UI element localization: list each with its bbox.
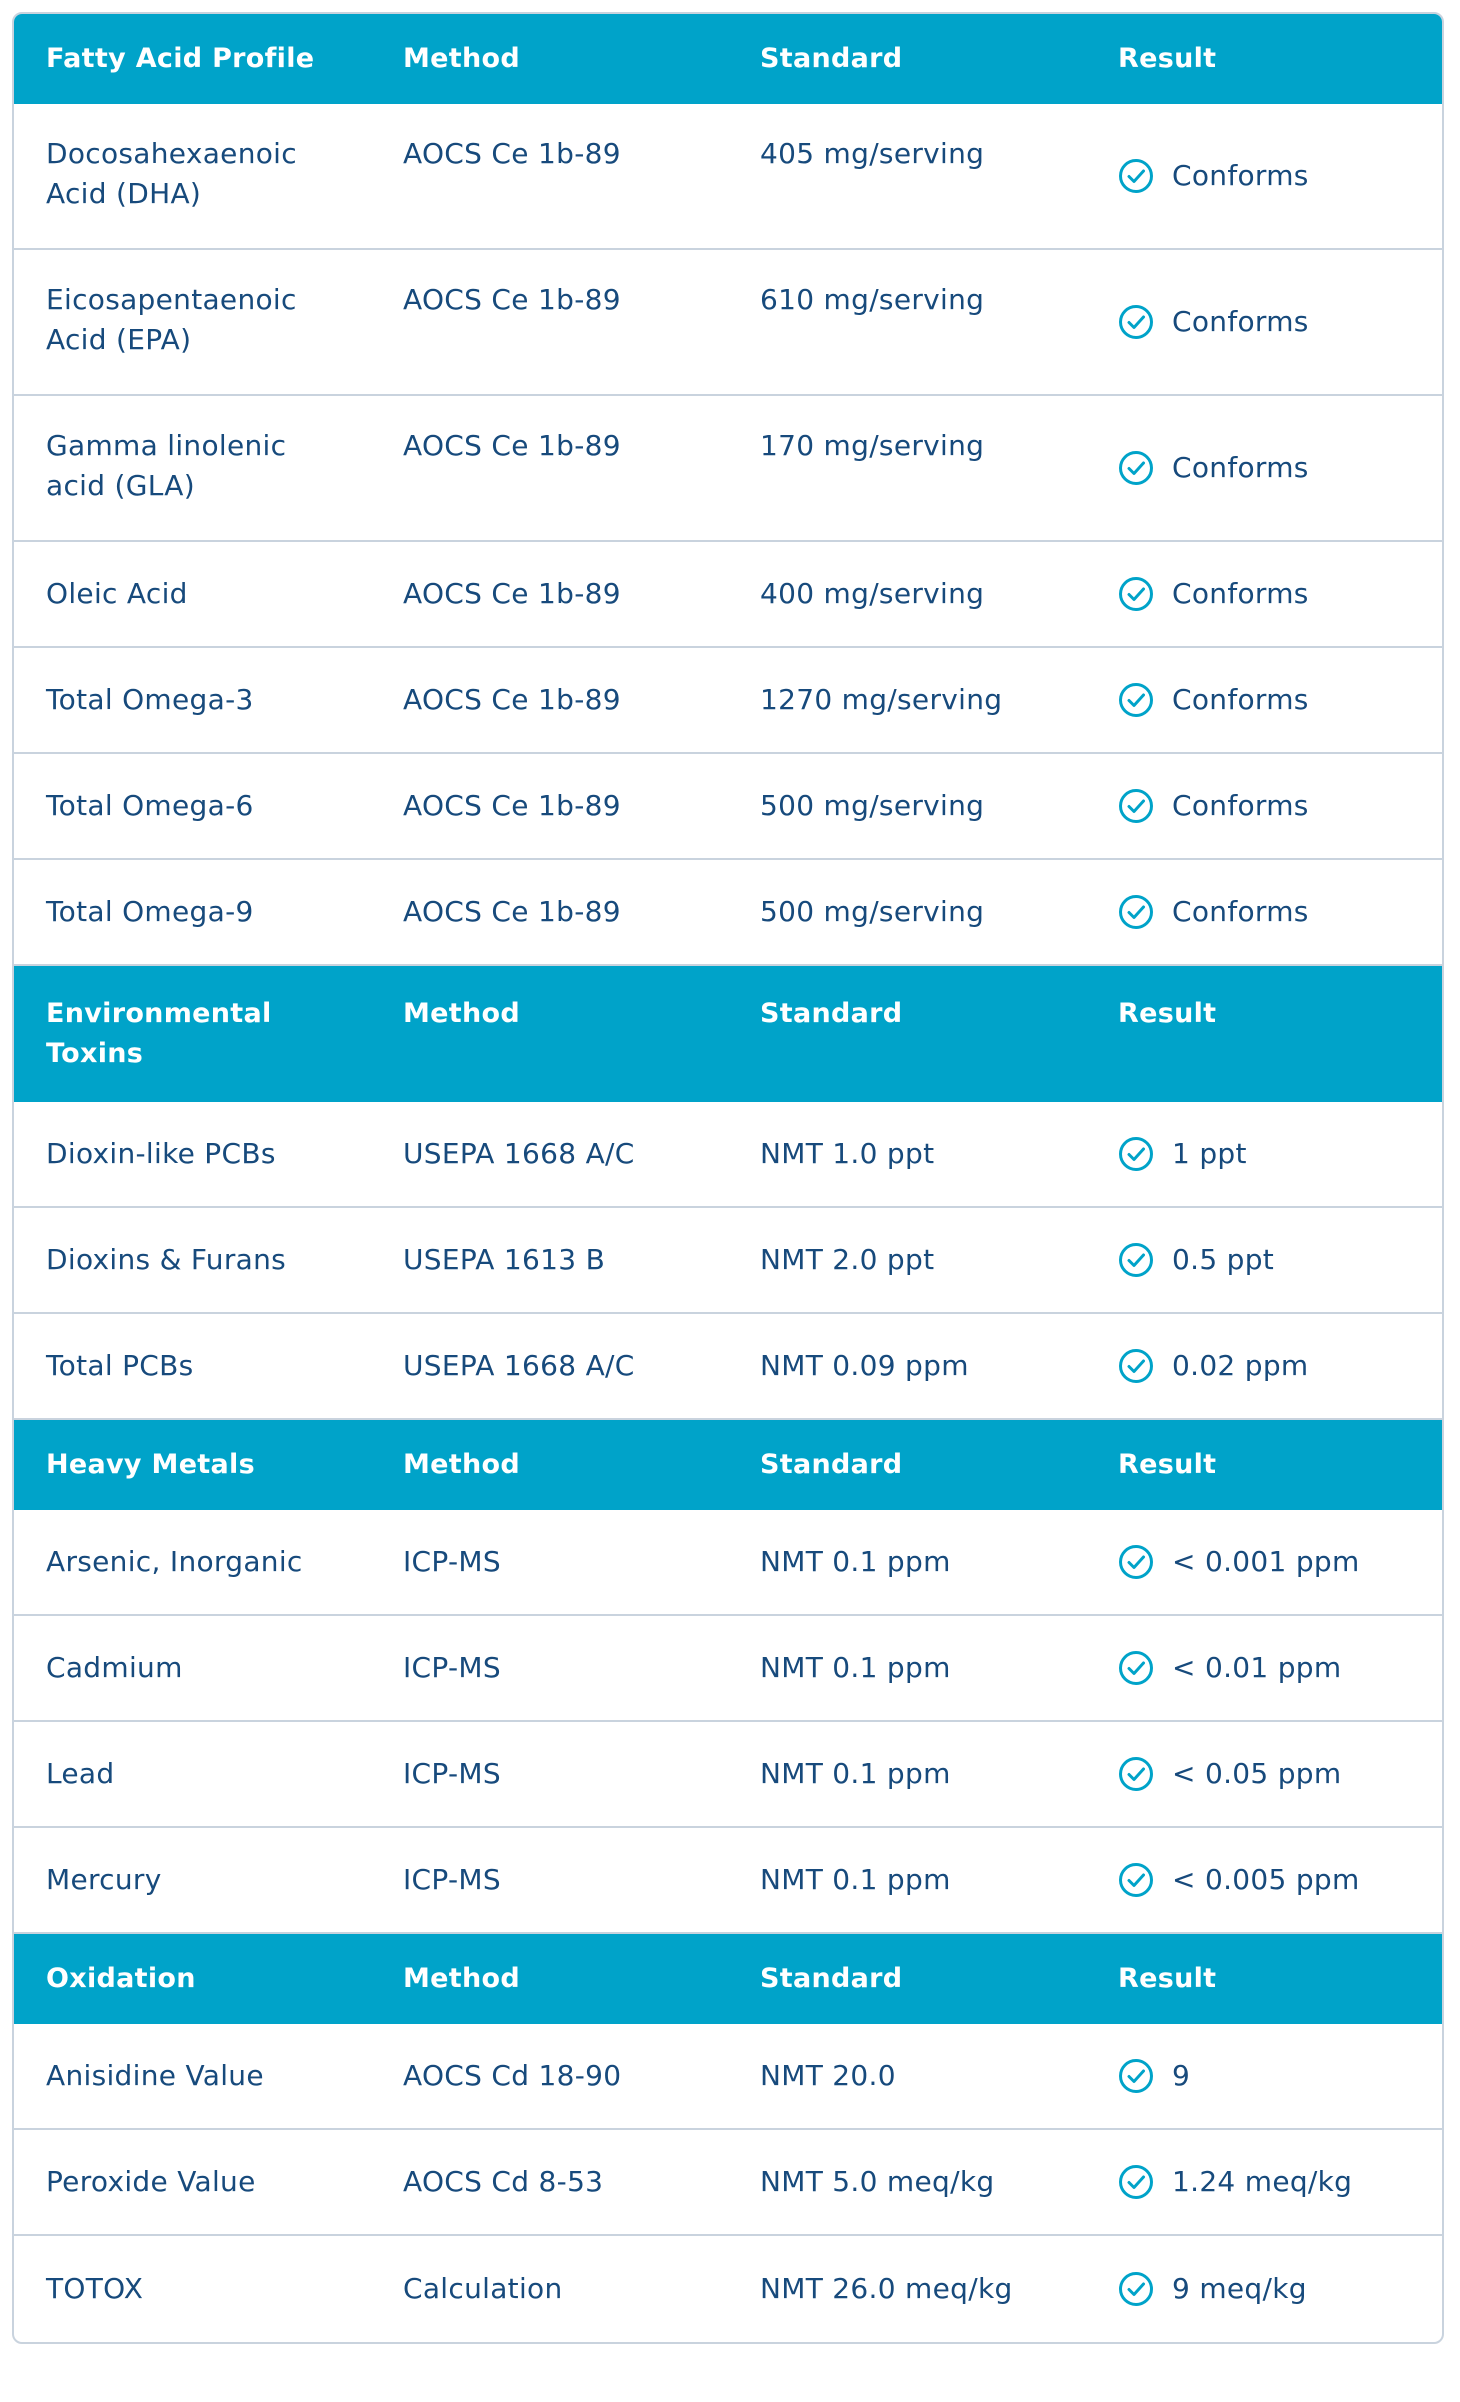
method-cell: AOCS Ce 1b-89 xyxy=(403,683,621,716)
table-row xyxy=(14,542,1442,648)
analyte-cell: Dioxin-like PCBs xyxy=(46,1137,276,1170)
standard-cell: NMT 1.0 ppt xyxy=(760,1137,935,1170)
result-cell xyxy=(1086,2236,1442,2342)
result-cell xyxy=(1086,396,1442,540)
check-circle-icon xyxy=(1118,1862,1154,1898)
result-cell xyxy=(1086,1510,1442,1614)
header-cell-category: Oxidation xyxy=(46,1963,196,1994)
table-row xyxy=(14,1828,1442,1934)
result-value: < 0.001 ppm xyxy=(1172,1545,1360,1578)
check-circle-icon xyxy=(1118,1348,1154,1384)
standard-cell: NMT 0.1 ppm xyxy=(760,1863,951,1896)
analyte-cell: TOTOX xyxy=(46,2272,144,2305)
header-cell-method: Method xyxy=(403,1449,520,1480)
result-value: Conforms xyxy=(1172,577,1309,610)
standard-cell: 1270 mg/serving xyxy=(760,683,1003,716)
result-value: 0.02 ppm xyxy=(1172,1349,1309,1382)
header-cell-category: Fatty Acid Profile xyxy=(46,43,315,74)
result-cell xyxy=(1086,648,1442,752)
result-cell xyxy=(1086,1722,1442,1826)
result-value: Conforms xyxy=(1172,789,1309,822)
standard-cell: NMT 0.09 ppm xyxy=(760,1349,969,1382)
check-circle-icon xyxy=(1118,894,1154,930)
table-row xyxy=(14,2024,1442,2130)
method-cell: AOCS Cd 18-90 xyxy=(403,2059,622,2092)
standard-cell: 500 mg/serving xyxy=(760,895,985,928)
analyte-cell: Arsenic, Inorganic xyxy=(46,1545,303,1578)
check-circle-icon xyxy=(1118,682,1154,718)
table-row xyxy=(14,648,1442,754)
analyte-cell: Docosahexaenoic Acid (DHA) xyxy=(46,137,297,210)
header-cell-standard: Standard xyxy=(760,1449,903,1480)
check-circle-icon xyxy=(1118,1242,1154,1278)
check-circle-icon xyxy=(1118,2164,1154,2200)
analyte-cell: Total Omega-6 xyxy=(46,789,254,822)
header-cell-category: Environmental Toxins xyxy=(46,998,272,1069)
method-cell: AOCS Ce 1b-89 xyxy=(403,895,621,928)
check-circle-icon xyxy=(1118,1756,1154,1792)
header-cell-result: Result xyxy=(1118,43,1217,74)
table-row xyxy=(14,1102,1442,1208)
check-circle-icon xyxy=(1118,450,1154,486)
analyte-cell: Dioxins & Furans xyxy=(46,1243,287,1276)
header-cell-result: Result xyxy=(1118,998,1217,1029)
result-value: 9 meq/kg xyxy=(1172,2272,1307,2305)
standard-cell: 405 mg/serving xyxy=(760,137,985,170)
standard-cell: NMT 0.1 ppm xyxy=(760,1757,951,1790)
header-cell-method: Method xyxy=(403,43,520,74)
result-cell xyxy=(1086,1208,1442,1312)
result-value: Conforms xyxy=(1172,683,1309,716)
result-value: 9 xyxy=(1172,2059,1191,2092)
analyte-cell: Total Omega-9 xyxy=(46,895,254,928)
result-cell xyxy=(1086,542,1442,646)
result-cell xyxy=(1086,104,1442,248)
result-value: < 0.005 ppm xyxy=(1172,1863,1360,1896)
result-value: < 0.01 ppm xyxy=(1172,1651,1342,1684)
result-cell xyxy=(1086,860,1442,964)
result-value: 1.24 meq/kg xyxy=(1172,2165,1353,2198)
table-row xyxy=(14,1314,1442,1420)
check-circle-icon xyxy=(1118,304,1154,340)
method-cell: USEPA 1668 A/C xyxy=(403,1137,635,1170)
result-cell xyxy=(1086,1616,1442,1720)
test-results-table xyxy=(12,12,1444,2344)
header-cell-standard: Standard xyxy=(760,998,903,1029)
check-circle-icon xyxy=(1118,576,1154,612)
method-cell: ICP-MS xyxy=(403,1651,501,1684)
header-cell-method: Method xyxy=(403,1963,520,1994)
result-value: < 0.05 ppm xyxy=(1172,1757,1342,1790)
table-row xyxy=(14,1616,1442,1722)
table-row xyxy=(14,104,1442,250)
result-cell xyxy=(1086,2024,1442,2128)
header-cell-result: Result xyxy=(1118,1963,1217,1994)
header-cell-result: Result xyxy=(1118,1449,1217,1480)
result-cell xyxy=(1086,1828,1442,1932)
analyte-cell: Cadmium xyxy=(46,1651,183,1684)
table-row xyxy=(14,2236,1442,2342)
table-row xyxy=(14,1208,1442,1314)
method-cell: AOCS Ce 1b-89 xyxy=(403,577,621,610)
method-cell: ICP-MS xyxy=(403,1757,501,1790)
standard-cell: 400 mg/serving xyxy=(760,577,985,610)
method-cell: ICP-MS xyxy=(403,1863,501,1896)
analyte-cell: Total Omega-3 xyxy=(46,683,254,716)
table-row xyxy=(14,1510,1442,1616)
analyte-cell: Peroxide Value xyxy=(46,2165,256,2198)
analyte-cell: Oleic Acid xyxy=(46,577,188,610)
method-cell: ICP-MS xyxy=(403,1545,501,1578)
check-circle-icon xyxy=(1118,788,1154,824)
standard-cell: NMT 0.1 ppm xyxy=(760,1545,951,1578)
result-cell xyxy=(1086,1102,1442,1206)
standard-cell: NMT 0.1 ppm xyxy=(760,1651,951,1684)
standard-cell: 500 mg/serving xyxy=(760,789,985,822)
check-circle-icon xyxy=(1118,2271,1154,2307)
method-cell: AOCS Ce 1b-89 xyxy=(403,789,621,822)
table-row xyxy=(14,754,1442,860)
method-cell: AOCS Cd 8-53 xyxy=(403,2165,604,2198)
header-cell-standard: Standard xyxy=(760,1963,903,1994)
result-value: Conforms xyxy=(1172,305,1309,338)
result-cell xyxy=(1086,2130,1442,2234)
method-cell: AOCS Ce 1b-89 xyxy=(403,429,621,462)
header-cell-category: Heavy Metals xyxy=(46,1449,255,1480)
standard-cell: NMT 2.0 ppt xyxy=(760,1243,935,1276)
check-circle-icon xyxy=(1118,2058,1154,2094)
result-cell xyxy=(1086,754,1442,858)
standard-cell: 610 mg/serving xyxy=(760,283,985,316)
standard-cell: 170 mg/serving xyxy=(760,429,985,462)
table-row xyxy=(14,250,1442,396)
check-circle-icon xyxy=(1118,1136,1154,1172)
method-cell: AOCS Ce 1b-89 xyxy=(403,137,621,170)
check-circle-icon xyxy=(1118,1544,1154,1580)
method-cell: AOCS Ce 1b-89 xyxy=(403,283,621,316)
header-row-heavy-metals xyxy=(14,1420,1442,1510)
analyte-cell: Anisidine Value xyxy=(46,2059,264,2092)
result-cell xyxy=(1086,1314,1442,1418)
method-cell: USEPA 1668 A/C xyxy=(403,1349,635,1382)
header-cell-standard: Standard xyxy=(760,43,903,74)
result-value: Conforms xyxy=(1172,895,1309,928)
table-row xyxy=(14,1722,1442,1828)
check-circle-icon xyxy=(1118,1650,1154,1686)
result-value: Conforms xyxy=(1172,159,1309,192)
standard-cell: NMT 26.0 meq/kg xyxy=(760,2272,1013,2305)
table-row xyxy=(14,2130,1442,2236)
check-circle-icon xyxy=(1118,158,1154,194)
result-value: Conforms xyxy=(1172,451,1309,484)
standard-cell: NMT 20.0 xyxy=(760,2059,896,2092)
standard-cell: NMT 5.0 meq/kg xyxy=(760,2165,995,2198)
header-row-environmental-toxins xyxy=(14,966,1442,1102)
result-value: 1 ppt xyxy=(1172,1137,1247,1170)
result-value: 0.5 ppt xyxy=(1172,1243,1275,1276)
analyte-cell: Total PCBs xyxy=(46,1349,194,1382)
result-cell xyxy=(1086,250,1442,394)
analyte-cell: Gamma linolenic acid (GLA) xyxy=(46,429,287,502)
analyte-cell: Lead xyxy=(46,1757,115,1790)
table-row xyxy=(14,860,1442,966)
analyte-cell: Eicosapentaenoic Acid (EPA) xyxy=(46,283,297,356)
table-row xyxy=(14,396,1442,542)
method-cell: Calculation xyxy=(403,2272,563,2305)
method-cell: USEPA 1613 B xyxy=(403,1243,606,1276)
analyte-cell: Mercury xyxy=(46,1863,162,1896)
header-row-fatty-acid-profile xyxy=(14,14,1442,104)
header-row-oxidation xyxy=(14,1934,1442,2024)
header-cell-method: Method xyxy=(403,998,520,1029)
